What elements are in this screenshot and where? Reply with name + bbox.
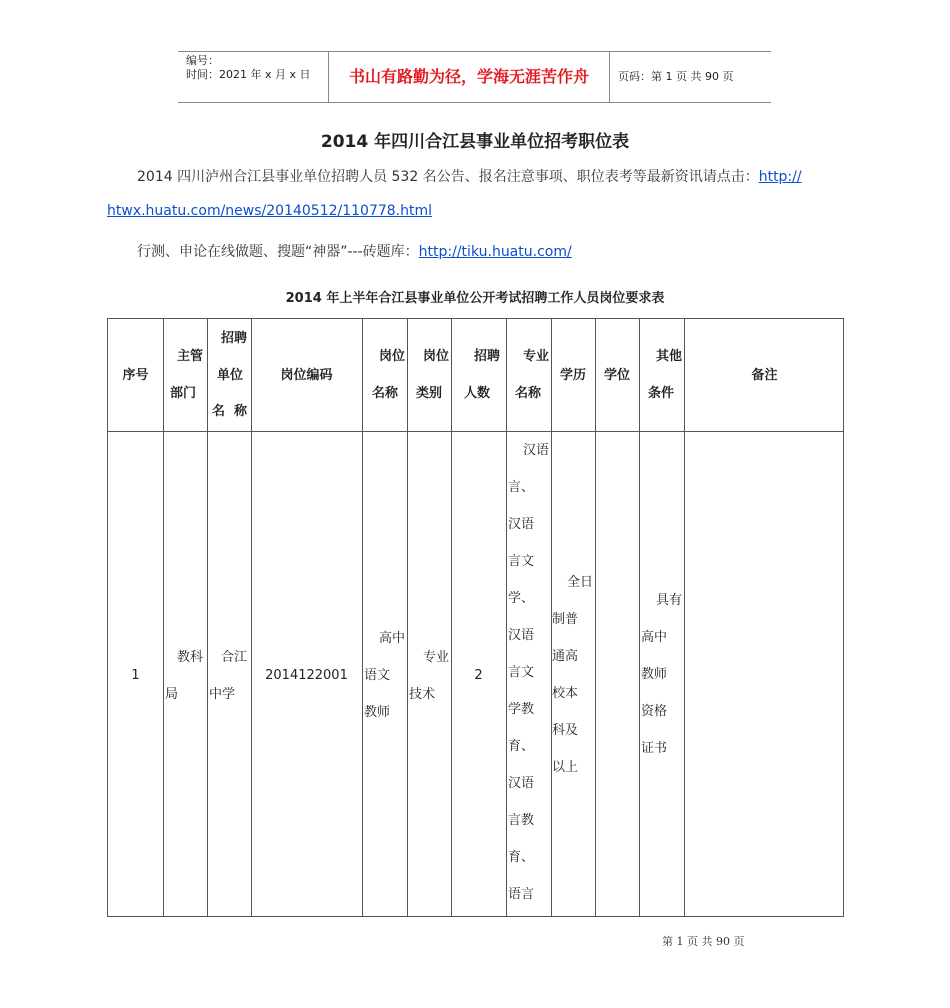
header-unit-3: 名 称 bbox=[212, 404, 248, 419]
header-meta bbox=[178, 52, 329, 102]
row1-edu-line: 科及 bbox=[552, 723, 579, 738]
row1-other-line: 具有 bbox=[655, 593, 682, 608]
announcement-text: 2014 四川泸州合江县事业单位招聘人员 532 名公告、报名注意事项、职位表考等最新资讯请点击： bbox=[137, 169, 759, 185]
header-type-2: 类别 bbox=[416, 386, 443, 401]
number-label: 编号： bbox=[186, 54, 219, 67]
header-count-1: 招聘 bbox=[473, 349, 500, 364]
header-dept-1: 主管 bbox=[176, 349, 203, 364]
row1-other-line: 高中 bbox=[641, 630, 668, 645]
time-label: 时间：2021 年 x 月 x 日 bbox=[186, 68, 311, 81]
table-title: 2014 年上半年合江县事业单位公开考试招聘工作人员岗位要求表 bbox=[285, 291, 665, 306]
page-footer: 第 1 页 共 90 页 bbox=[662, 935, 745, 948]
header-seq: 序号 bbox=[122, 368, 149, 383]
row1-major-line: 学教 bbox=[508, 702, 535, 717]
row1-dept-2: 局 bbox=[165, 687, 179, 702]
row1-major-line: 育、 bbox=[508, 850, 535, 865]
row1-major-line: 言教 bbox=[508, 813, 535, 828]
header-other-2: 条件 bbox=[648, 386, 675, 401]
header-motto: 书山有路勤为径，学海无涯苦作舟 bbox=[329, 52, 610, 102]
page-title: 2014 年四川合江县事业单位招考职位表 bbox=[320, 132, 630, 152]
announcement-link-part2[interactable]: htwx.huatu.com/news/20140512/110778.html bbox=[107, 203, 433, 219]
row1-other-line: 资格 bbox=[641, 704, 668, 719]
row1-major-list bbox=[508, 432, 551, 913]
row1-major-line: 言文 bbox=[508, 554, 535, 569]
row1-code: 2014122001 bbox=[265, 668, 348, 683]
positions-table bbox=[107, 318, 844, 917]
announcement-paragraph-cont bbox=[107, 203, 432, 219]
row1-unit-2: 中学 bbox=[209, 687, 236, 702]
row1-seq: 1 bbox=[131, 668, 140, 683]
row1-type-2: 技术 bbox=[409, 687, 436, 702]
header-count-2: 人数 bbox=[464, 386, 491, 401]
tiku-paragraph bbox=[137, 241, 572, 261]
row1-unit-1: 合江 bbox=[220, 650, 247, 665]
row1-other-list bbox=[641, 582, 684, 767]
header-edu: 学历 bbox=[559, 368, 586, 383]
header-type-1: 岗位 bbox=[422, 349, 449, 364]
page-header bbox=[178, 51, 771, 103]
row1-major-line: 学、 bbox=[508, 591, 535, 606]
row1-type-1: 专业 bbox=[422, 650, 449, 665]
row1-edu-line: 通高 bbox=[552, 649, 579, 664]
announcement-paragraph bbox=[137, 166, 802, 186]
tiku-link[interactable]: http://tiku.huatu.com/ bbox=[418, 244, 572, 260]
header-unit-1: 招聘 bbox=[220, 331, 247, 346]
row1-count: 2 bbox=[474, 668, 483, 683]
row1-other-line: 教师 bbox=[641, 667, 668, 682]
row1-pos-2: 语文 bbox=[364, 668, 391, 683]
row1-edu-line: 制普 bbox=[552, 612, 579, 627]
row1-major-line: 汉语 bbox=[508, 517, 535, 532]
header-other-1: 其他 bbox=[655, 349, 682, 364]
header-pos-2: 名称 bbox=[372, 386, 399, 401]
header-page-info: 页码：第 1 页 共 90 页 bbox=[618, 70, 734, 83]
tiku-text: 行测、申论在线做题、搜题“神器”---砖题库： bbox=[137, 244, 419, 260]
row1-major-line: 育、 bbox=[508, 739, 535, 754]
row1-edu-line: 以上 bbox=[552, 760, 579, 775]
row1-major-line: 汉语 bbox=[522, 443, 549, 458]
row1-edu-list bbox=[552, 564, 595, 786]
header-code: 岗位编码 bbox=[280, 368, 333, 383]
header-major-2: 名称 bbox=[515, 386, 542, 401]
row1-pos-1: 高中 bbox=[378, 631, 405, 646]
row1-dept-1: 教科 bbox=[176, 650, 203, 665]
header-degree: 学位 bbox=[603, 368, 630, 383]
row1-pos-3: 教师 bbox=[364, 705, 391, 720]
row1-major-line: 言文 bbox=[508, 665, 535, 680]
row1-other-line: 证书 bbox=[641, 741, 668, 756]
row1-edu-line: 校本 bbox=[552, 686, 579, 701]
row1-major-line: 语言 bbox=[508, 887, 535, 902]
header-major-1: 专业 bbox=[522, 349, 549, 364]
header-dept-2: 部门 bbox=[170, 386, 197, 401]
row1-major-line: 言、 bbox=[508, 480, 535, 495]
header-pos-1: 岗位 bbox=[378, 349, 405, 364]
header-unit-2: 单位 bbox=[217, 368, 244, 383]
announcement-link-part1[interactable]: http:// bbox=[758, 169, 802, 185]
header-note: 备注 bbox=[751, 368, 778, 383]
row1-major-line: 汉语 bbox=[508, 628, 535, 643]
row1-major-line: 汉语 bbox=[508, 776, 535, 791]
row1-edu-line: 全日 bbox=[566, 575, 593, 590]
